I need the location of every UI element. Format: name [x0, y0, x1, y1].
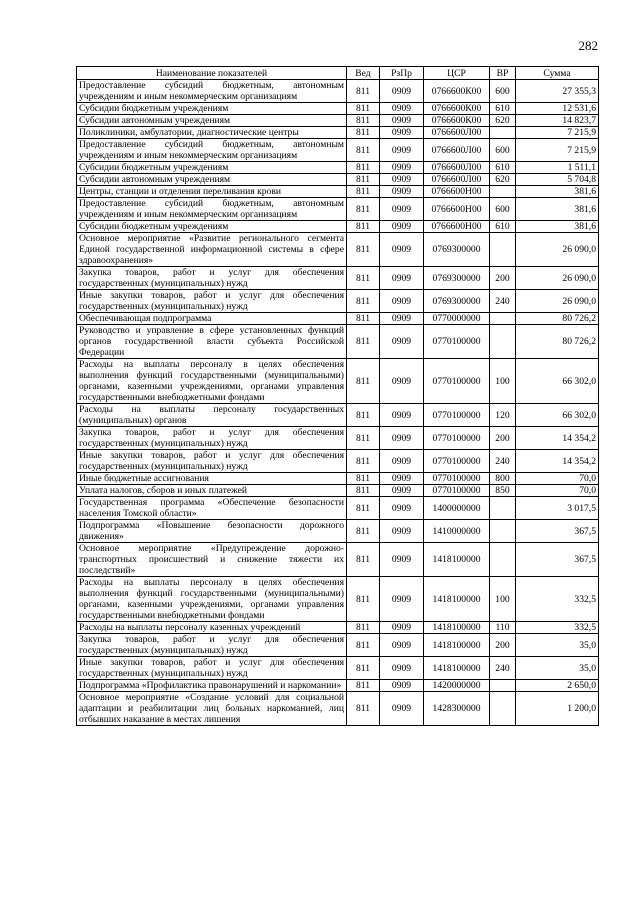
cell-sum: 367,5: [516, 543, 599, 577]
header-rzpr: РзПр: [380, 67, 424, 80]
cell-vr: [490, 520, 516, 543]
cell-csr: 0766600Л00: [424, 174, 490, 186]
cell-sum: 80 726,2: [516, 313, 599, 325]
cell-ved: 811: [347, 497, 380, 520]
table-row: [77, 221, 599, 233]
cell-rzpr: 0909: [380, 115, 424, 127]
cell-rzpr: 0909: [380, 450, 424, 473]
cell-rzpr: 0909: [380, 267, 424, 290]
cell-csr: 0770100000: [424, 450, 490, 473]
cell-sum: 66 302,0: [516, 404, 599, 427]
table-row: [77, 127, 599, 139]
cell-ved: 811: [347, 520, 380, 543]
cell-csr: 1418100000: [424, 657, 490, 680]
cell-sum: 14 823,7: [516, 115, 599, 127]
cell-ved: 811: [347, 186, 380, 198]
cell-rzpr: 0909: [380, 127, 424, 139]
table-row: [77, 680, 599, 692]
cell-csr: 1420000000: [424, 680, 490, 692]
cell-name: Расходы на выплаты персоналу казенных учреждений: [77, 622, 347, 634]
cell-name: Предоставление субсидий бюджетным, автономным учреждениям и иным некоммерческим организациям: [77, 139, 347, 162]
cell-csr: 0769300000: [424, 233, 490, 267]
cell-sum: 7 215,9: [516, 139, 599, 162]
cell-vr: 240: [490, 450, 516, 473]
cell-rzpr: 0909: [380, 404, 424, 427]
cell-sum: 381,6: [516, 221, 599, 233]
cell-sum: 332,5: [516, 622, 599, 634]
cell-sum: 26 090,0: [516, 233, 599, 267]
cell-vr: 610: [490, 103, 516, 115]
cell-ved: 811: [347, 290, 380, 313]
cell-sum: 1 200,0: [516, 692, 599, 726]
cell-csr: 0766600К00: [424, 115, 490, 127]
cell-rzpr: 0909: [380, 497, 424, 520]
cell-vr: [490, 543, 516, 577]
cell-csr: 0770100000: [424, 325, 490, 359]
cell-csr: 0770000000: [424, 313, 490, 325]
budget-table: [76, 66, 599, 726]
cell-rzpr: 0909: [380, 162, 424, 174]
cell-rzpr: 0909: [380, 313, 424, 325]
cell-vr: 200: [490, 267, 516, 290]
cell-vr: [490, 233, 516, 267]
cell-sum: 7 215,9: [516, 127, 599, 139]
cell-name: Субсидии автономным учреждениям: [77, 174, 347, 186]
cell-csr: 1418100000: [424, 577, 490, 622]
cell-ved: 811: [347, 634, 380, 657]
cell-rzpr: 0909: [380, 543, 424, 577]
cell-name: Уплата налогов, сборов и иных платежей: [77, 485, 347, 497]
cell-ved: 811: [347, 359, 380, 404]
table-row: [77, 186, 599, 198]
table-row: [77, 290, 599, 313]
cell-vr: 620: [490, 115, 516, 127]
cell-sum: 14 354,2: [516, 427, 599, 450]
header-ved: Вед: [347, 67, 380, 80]
cell-vr: 620: [490, 174, 516, 186]
cell-ved: 811: [347, 325, 380, 359]
header-name: Наименование показателей: [77, 67, 347, 80]
table-row: [77, 313, 599, 325]
cell-rzpr: 0909: [380, 634, 424, 657]
cell-rzpr: 0909: [380, 520, 424, 543]
cell-vr: [490, 313, 516, 325]
table-row: [77, 577, 599, 622]
cell-name: Иные бюджетные ассигнования: [77, 473, 347, 485]
cell-name: Субсидии бюджетным учреждениям: [77, 221, 347, 233]
cell-sum: 367,5: [516, 520, 599, 543]
table-row: [77, 497, 599, 520]
table-row: [77, 198, 599, 221]
cell-name: Субсидии бюджетным учреждениям: [77, 162, 347, 174]
cell-csr: 0766600Л00: [424, 127, 490, 139]
table-row: [77, 115, 599, 127]
cell-vr: 600: [490, 198, 516, 221]
cell-vr: [490, 127, 516, 139]
cell-name: Расходы на выплаты персоналу в целях обеспечения выполнения функций государственными (муниципальными) органами, казенными учреждениями, органами управления государственными внебюджетными фондами: [77, 577, 347, 622]
cell-rzpr: 0909: [380, 198, 424, 221]
cell-rzpr: 0909: [380, 325, 424, 359]
cell-rzpr: 0909: [380, 622, 424, 634]
cell-ved: 811: [347, 657, 380, 680]
cell-name: Руководство и управление в сфере установленных функций органов государственной власти субъекта Российской Федерации: [77, 325, 347, 359]
cell-csr: 0766600Н00: [424, 221, 490, 233]
cell-vr: [490, 680, 516, 692]
cell-sum: 26 090,0: [516, 267, 599, 290]
cell-name: Иные закупки товаров, работ и услуг для обеспечения государственных (муниципальных) нужд: [77, 290, 347, 313]
cell-name: Государственная программа «Обеспечение безопасности населения Томской области»: [77, 497, 347, 520]
cell-rzpr: 0909: [380, 80, 424, 103]
cell-rzpr: 0909: [380, 290, 424, 313]
table-row: [77, 473, 599, 485]
cell-sum: 70,0: [516, 473, 599, 485]
cell-vr: 850: [490, 485, 516, 497]
cell-rzpr: 0909: [380, 359, 424, 404]
cell-sum: 1 511,1: [516, 162, 599, 174]
cell-ved: 811: [347, 692, 380, 726]
cell-csr: 1418100000: [424, 622, 490, 634]
cell-csr: 0769300000: [424, 290, 490, 313]
table-row: [77, 450, 599, 473]
cell-name: Закупка товаров, работ и услуг для обеспечения государственных (муниципальных) нужд: [77, 267, 347, 290]
cell-vr: 240: [490, 657, 516, 680]
cell-csr: 1428300000: [424, 692, 490, 726]
cell-name: Подпрограмма «Повышение безопасности дорожного движения»: [77, 520, 347, 543]
cell-ved: 811: [347, 577, 380, 622]
table-row: [77, 543, 599, 577]
page-number: 282: [578, 38, 598, 53]
cell-ved: 811: [347, 543, 380, 577]
cell-vr: 110: [490, 622, 516, 634]
cell-vr: 610: [490, 221, 516, 233]
cell-ved: 811: [347, 233, 380, 267]
table-row: [77, 162, 599, 174]
cell-name: Основное мероприятие «Развитие регионального сегмента Единой государственной информационной системы в сфере здравоохранения»: [77, 233, 347, 267]
cell-csr: 0766600Н00: [424, 186, 490, 198]
cell-vr: 100: [490, 577, 516, 622]
cell-name: Предоставление субсидий бюджетным, автономным учреждениям и иным некоммерческим организациям: [77, 198, 347, 221]
cell-ved: 811: [347, 198, 380, 221]
cell-rzpr: 0909: [380, 186, 424, 198]
cell-vr: 600: [490, 80, 516, 103]
cell-name: Основное мероприятие «Предупреждение дорожно-транспортных происшествий и снижение тяжести их последствий»: [77, 543, 347, 577]
cell-ved: 811: [347, 473, 380, 485]
cell-ved: 811: [347, 221, 380, 233]
cell-ved: 811: [347, 404, 380, 427]
cell-ved: 811: [347, 313, 380, 325]
cell-name: Субсидии бюджетным учреждениям: [77, 103, 347, 115]
cell-name: Иные закупки товаров, работ и услуг для обеспечения государственных (муниципальных) нужд: [77, 450, 347, 473]
cell-name: Обеспечивающая подпрограмма: [77, 313, 347, 325]
cell-rzpr: 0909: [380, 485, 424, 497]
cell-csr: 1418100000: [424, 634, 490, 657]
cell-ved: 811: [347, 485, 380, 497]
cell-csr: 0766600Л00: [424, 162, 490, 174]
cell-sum: 66 302,0: [516, 359, 599, 404]
cell-name: Субсидии автономным учреждениям: [77, 115, 347, 127]
cell-sum: 381,6: [516, 198, 599, 221]
cell-vr: 610: [490, 162, 516, 174]
table-row: [77, 80, 599, 103]
table-row: [77, 233, 599, 267]
cell-csr: 0769300000: [424, 267, 490, 290]
cell-name: Предоставление субсидий бюджетным, автономным учреждениям и иным некоммерческим организациям: [77, 80, 347, 103]
cell-vr: 100: [490, 359, 516, 404]
cell-ved: 811: [347, 174, 380, 186]
table-row: [77, 520, 599, 543]
cell-ved: 811: [347, 80, 380, 103]
cell-ved: 811: [347, 267, 380, 290]
cell-sum: 26 090,0: [516, 290, 599, 313]
cell-csr: 1400000000: [424, 497, 490, 520]
cell-csr: 0766600К00: [424, 80, 490, 103]
table-body: [77, 80, 599, 726]
cell-rzpr: 0909: [380, 680, 424, 692]
table-row: [77, 174, 599, 186]
cell-name: Подпрограмма «Профилактика правонарушений и наркомании»: [77, 680, 347, 692]
cell-rzpr: 0909: [380, 473, 424, 485]
cell-name: Закупка товаров, работ и услуг для обеспечения государственных (муниципальных) нужд: [77, 634, 347, 657]
cell-vr: 600: [490, 139, 516, 162]
cell-csr: 1410000000: [424, 520, 490, 543]
table-row: [77, 267, 599, 290]
cell-csr: 0766600К00: [424, 103, 490, 115]
header-vr: ВР: [490, 67, 516, 80]
cell-csr: 0770100000: [424, 473, 490, 485]
cell-name: Закупка товаров, работ и услуг для обеспечения государственных (муниципальных) нужд: [77, 427, 347, 450]
cell-ved: 811: [347, 622, 380, 634]
table-row: [77, 427, 599, 450]
cell-rzpr: 0909: [380, 103, 424, 115]
cell-ved: 811: [347, 103, 380, 115]
cell-csr: 0770100000: [424, 359, 490, 404]
cell-sum: 381,6: [516, 186, 599, 198]
cell-rzpr: 0909: [380, 174, 424, 186]
cell-name: Поликлиники, амбулатории, диагностические центры: [77, 127, 347, 139]
table-row: [77, 359, 599, 404]
cell-vr: [490, 325, 516, 359]
cell-ved: 811: [347, 680, 380, 692]
cell-rzpr: 0909: [380, 233, 424, 267]
table-row: [77, 139, 599, 162]
cell-sum: 332,5: [516, 577, 599, 622]
cell-name: Расходы на выплаты персоналу в целях обеспечения выполнения функций государственными (муниципальными) органами, казенными учреждениями, органами управления государственными внебюджетными фондами: [77, 359, 347, 404]
cell-csr: 0770100000: [424, 404, 490, 427]
cell-rzpr: 0909: [380, 657, 424, 680]
cell-vr: 200: [490, 634, 516, 657]
cell-csr: 1418100000: [424, 543, 490, 577]
cell-vr: 240: [490, 290, 516, 313]
table-row: [77, 657, 599, 680]
cell-sum: 35,0: [516, 634, 599, 657]
cell-rzpr: 0909: [380, 577, 424, 622]
cell-rzpr: 0909: [380, 139, 424, 162]
cell-ved: 811: [347, 127, 380, 139]
cell-ved: 811: [347, 139, 380, 162]
cell-sum: 12 531,6: [516, 103, 599, 115]
cell-vr: 200: [490, 427, 516, 450]
cell-sum: 35,0: [516, 657, 599, 680]
table-header-row: [77, 67, 599, 80]
cell-ved: 811: [347, 427, 380, 450]
cell-ved: 811: [347, 115, 380, 127]
table-row: [77, 325, 599, 359]
cell-name: Иные закупки товаров, работ и услуг для обеспечения государственных (муниципальных) нужд: [77, 657, 347, 680]
header-sum: Сумма: [516, 67, 599, 80]
cell-sum: 5 704,8: [516, 174, 599, 186]
cell-ved: 811: [347, 450, 380, 473]
cell-rzpr: 0909: [380, 427, 424, 450]
cell-name: Расходы на выплаты персоналу государственных (муниципальных) органов: [77, 404, 347, 427]
cell-csr: 0766600Н00: [424, 198, 490, 221]
cell-name: Основное мероприятие «Создание условий для социальной адаптации и реабилитации лиц больных наркоманией, лиц отбывших наказание в местах лишения: [77, 692, 347, 726]
cell-rzpr: 0909: [380, 221, 424, 233]
table-row: [77, 634, 599, 657]
cell-vr: 120: [490, 404, 516, 427]
cell-sum: 80 726,2: [516, 325, 599, 359]
table-row: [77, 485, 599, 497]
table-row: [77, 692, 599, 726]
cell-vr: [490, 497, 516, 520]
cell-name: Центры, станции и отделения переливания крови: [77, 186, 347, 198]
cell-rzpr: 0909: [380, 692, 424, 726]
cell-sum: 27 355,3: [516, 80, 599, 103]
cell-sum: 14 354,2: [516, 450, 599, 473]
cell-ved: 811: [347, 162, 380, 174]
table-row: [77, 103, 599, 115]
cell-csr: 0766600Л00: [424, 139, 490, 162]
cell-vr: [490, 692, 516, 726]
cell-csr: 0770100000: [424, 485, 490, 497]
cell-csr: 0770100000: [424, 427, 490, 450]
cell-sum: 2 650,0: [516, 680, 599, 692]
cell-sum: 3 017,5: [516, 497, 599, 520]
cell-sum: 70,0: [516, 485, 599, 497]
table-row: [77, 404, 599, 427]
cell-vr: [490, 186, 516, 198]
header-csr: ЦСР: [424, 67, 490, 80]
cell-vr: 800: [490, 473, 516, 485]
table-row: [77, 622, 599, 634]
